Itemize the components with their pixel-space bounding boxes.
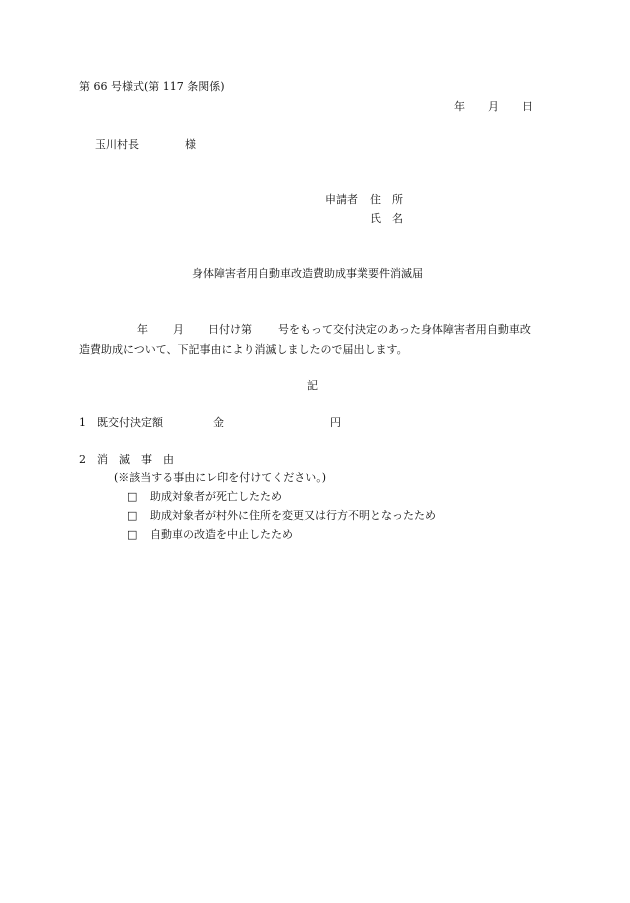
option-checkbox[interactable]: □ bbox=[127, 490, 138, 503]
date-year-label: 年 bbox=[454, 100, 465, 113]
addressee-honorific: 様 bbox=[185, 138, 196, 151]
item2-number: 2 bbox=[79, 453, 86, 466]
option-text: 助成対象者が村外に住所を変更又は行方不明となったため bbox=[150, 509, 436, 522]
body-day-ref: 日付け第 bbox=[208, 323, 252, 336]
body-year: 年 bbox=[137, 323, 148, 336]
addressee-name: 玉川村長 bbox=[95, 138, 139, 151]
ki-heading: 記 bbox=[307, 379, 318, 392]
body-line2: 造費助成について、下記事由により消滅しましたので届出します。 bbox=[79, 343, 408, 356]
body-month: 月 bbox=[173, 323, 184, 336]
item1-currency-label: 金 bbox=[213, 416, 224, 429]
date-day-label: 日 bbox=[522, 100, 533, 113]
applicant-label: 申請者 bbox=[325, 193, 358, 206]
option-checkbox[interactable]: □ bbox=[127, 528, 138, 541]
option-text: 助成対象者が死亡したため bbox=[150, 490, 282, 503]
applicant-address-label: 住 所 bbox=[370, 193, 403, 206]
date-month-label: 月 bbox=[488, 100, 499, 113]
option-text: 自動車の改造を中止したため bbox=[150, 528, 293, 541]
document-title: 身体障害者用自動車改造費助成事業要件消滅届 bbox=[192, 267, 423, 280]
item1-label: 既交付決定額 bbox=[97, 416, 163, 429]
body-line1-rest: 号をもって交付決定のあった身体障害者用自動車改 bbox=[278, 323, 531, 336]
item2-instruction: (※該当する事由にレ印を付けてください。) bbox=[114, 471, 327, 484]
item2-label: 消 滅 事 由 bbox=[97, 453, 174, 466]
applicant-name-label: 氏 名 bbox=[370, 212, 403, 225]
form-number: 第 66 号様式(第 117 条関係) bbox=[79, 80, 225, 93]
option-checkbox[interactable]: □ bbox=[127, 509, 138, 522]
item1-number: 1 bbox=[79, 416, 86, 429]
item1-unit: 円 bbox=[330, 416, 341, 429]
